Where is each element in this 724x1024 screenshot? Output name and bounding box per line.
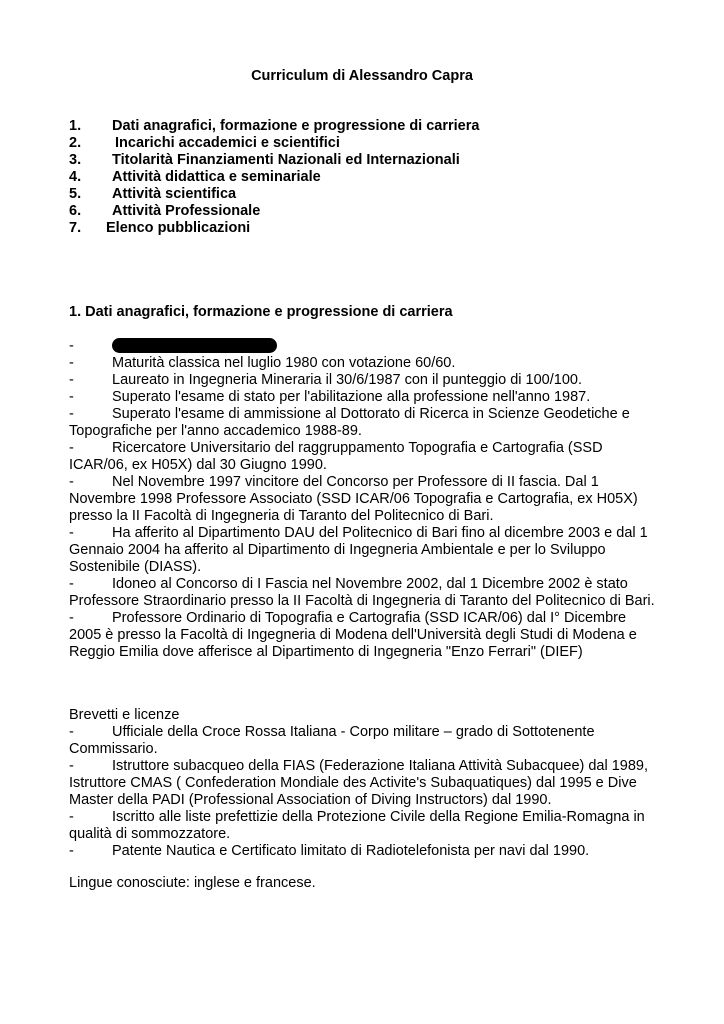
toc-label: Titolarità Finanziamenti Nazionali ed Internazionali: [112, 152, 460, 168]
list-item: - Nel Novembre 1997 vincitore del Concorso per Professore di II fascia. Dal 1 Novembre 1998 Professore Associato (SSD ICAR/06 Topografia e Cartografia, ex H05X) presso la II Facoltà di Ingegneria di Taranto del Politecnico di Bari.: [69, 474, 638, 524]
patents-section: [69, 707, 661, 860]
list-item: - Istruttore subacqueo della FIAS (Federazione Italiana Attività Subacquee) dal 1989, Istruttore CMAS ( Confederation Mondiale des Activite's Subaquatiques) dal 1995 e Dive Master della PADI (Professional Association of Diving Instructors) dal 1990.: [69, 758, 649, 808]
toc-label: Elenco pubblicazioni: [106, 220, 251, 236]
toc-label: Incarichi accademici e scientifici: [115, 135, 340, 151]
toc-number: 2.: [69, 135, 82, 151]
patents-heading: Brevetti e licenze: [69, 707, 180, 723]
toc-number: 5.: [69, 186, 82, 202]
list-item: - Laureato in Ingegneria Mineraria il 30/6/1987 con il punteggio di 100/100.: [69, 372, 582, 388]
list-item: - Ufficiale della Croce Rossa Italiana - Corpo militare – grado di Sottotenente Commissario.: [69, 724, 595, 757]
list-item: - Patente Nautica e Certificato limitato di Radiotelefonista per navi dal 1990.: [69, 843, 590, 859]
list-dash: -: [69, 843, 74, 859]
list-dash: -: [69, 440, 74, 456]
toc-number: 4.: [69, 169, 82, 185]
section-heading: 1. Dati anagrafici, formazione e progressione di carriera: [69, 304, 453, 320]
list-dash: -: [69, 809, 74, 825]
toc-number: 6.: [69, 203, 82, 219]
list-item: - Superato l'esame di ammissione al Dottorato di Ricerca in Scienze Geodetiche e Topografiche per l'anno accademico 1988-89.: [69, 406, 630, 439]
list-item: - Ricercatore Universitario del raggruppamento Topografia e Cartografia (SSD ICAR/06, ex H05X) dal 30 Giugno 1990.: [69, 440, 603, 473]
list-item: - Idoneo al Concorso di I Fascia nel Novembre 2002, dal 1 Dicembre 2002 è stato Professore Straordinario presso la II Facoltà di Ingegneria di Taranto del Politecnico di Bari.: [69, 576, 655, 609]
list-item: - Professore Ordinario di Topografia e Cartografia (SSD ICAR/06) dal I° Dicembre 2005 è presso la Facoltà di Ingegneria di Modena dell'Università degli Studi di Modena e Reggio Emilia dove afferisce al Dipartimento di Ingegneria "Enzo Ferrari" (DIEF): [69, 610, 637, 660]
list-dash: -: [69, 576, 74, 592]
list-dash: -: [69, 724, 74, 740]
list-dash: -: [69, 758, 74, 774]
list-dash: -: [69, 610, 74, 626]
list-dash: -: [69, 474, 74, 490]
list-item: - Ha afferito al Dipartimento DAU del Politecnico di Bari fino al dicembre 2003 e dal 1 Gennaio 2004 ha afferito al Dipartimento di Ingegneria Ambientale e per lo Sviluppo Sostenibile (DIASS).: [69, 525, 648, 575]
toc-label: Attività scientifica: [112, 186, 237, 202]
list-item-redacted: [69, 338, 661, 355]
toc-label: Attività Professionale: [112, 203, 261, 219]
list-item: - Maturità classica nel luglio 1980 con votazione 60/60.: [69, 355, 456, 371]
languages-line: Lingue conosciute: inglese e francese.: [69, 875, 316, 891]
list-dash: -: [69, 338, 74, 354]
list-dash: -: [69, 525, 74, 541]
list-dash: -: [69, 355, 74, 371]
page-title: Curriculum di Alessandro Capra: [251, 68, 473, 84]
list-dash: -: [69, 406, 74, 422]
toc-number: 1.: [69, 118, 82, 134]
list-dash: -: [69, 372, 74, 388]
list-dash: -: [69, 389, 74, 405]
redaction-bar: [112, 338, 277, 353]
career-list: [69, 338, 661, 661]
toc-label: Attività didattica e seminariale: [112, 169, 321, 185]
toc-label: Dati anagrafici, formazione e progressione di carriera: [112, 118, 480, 134]
toc-number: 7.: [69, 220, 82, 236]
list-item: - Superato l'esame di stato per l'abilitazione alla professione nell'anno 1987.: [69, 389, 591, 405]
toc-number: 3.: [69, 152, 82, 168]
list-item: - Iscritto alle liste prefettizie della Protezione Civile della Regione Emilia-Romagna in qualità di sommozzatore.: [69, 809, 645, 842]
